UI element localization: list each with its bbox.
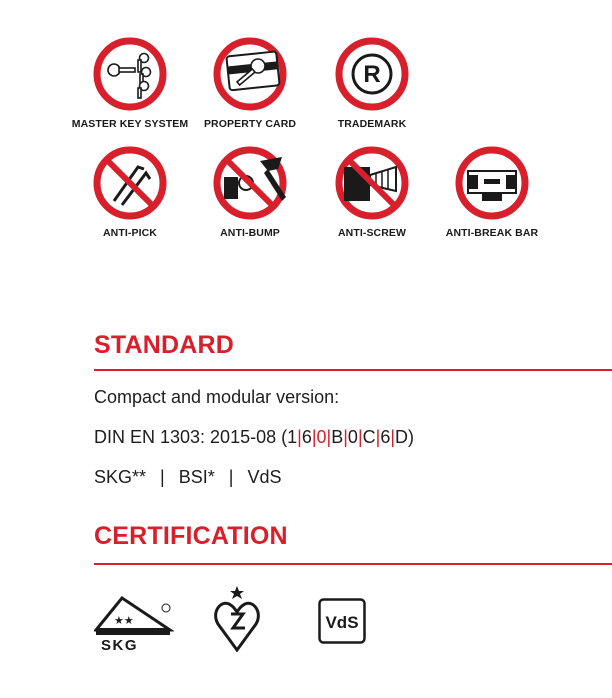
std-vds: VdS (247, 467, 282, 487)
standard-line-1: Compact and modular version: (94, 387, 340, 407)
skg-logo (94, 592, 174, 657)
trademark-icon (334, 36, 410, 112)
skg-stars: ★★ (114, 615, 134, 627)
din-code-5: C (362, 427, 376, 447)
din-suffix: ) (408, 427, 415, 447)
din-code-3: B (331, 427, 344, 447)
std-skg: SKG** (94, 467, 147, 487)
std-separator: | (160, 467, 165, 487)
feature-label: ANTI-SCREW (337, 227, 407, 239)
feature-label: PROPERTY CARD (203, 118, 297, 130)
feature-property-card (190, 36, 310, 130)
din-code-2: 0 (316, 427, 327, 447)
din-code-0: 1 (287, 427, 298, 447)
feature-label: ANTI-BREAK BAR (445, 227, 539, 239)
vds-text: VdS (325, 613, 359, 632)
standard-line-3 (94, 467, 281, 488)
trademark-letter: R (363, 61, 381, 88)
din-code-1: 6 (301, 427, 312, 447)
din-code-4: 0 (347, 427, 358, 447)
din-code-6: 6 (380, 427, 391, 447)
anti-bump-icon (212, 145, 288, 221)
feature-master-key-system (70, 36, 190, 130)
feature-anti-screw (312, 145, 432, 239)
kitemark-logo (213, 584, 269, 657)
std-separator: | (228, 467, 234, 487)
anti-pick-icon (92, 145, 168, 221)
feature-label: TRADEMARK (337, 118, 407, 130)
standard-divider (94, 369, 612, 371)
certification-divider (94, 563, 612, 565)
feature-anti-bump (190, 145, 310, 239)
master-key-icon (92, 36, 168, 112)
feature-label: MASTER KEY SYSTEM (71, 118, 189, 130)
feature-trademark (312, 36, 432, 130)
anti-screw-icon (334, 145, 410, 221)
standard-line-2: DIN EN 1303: 2015-08 (1|6|0|B|0|C|6|D) (94, 427, 415, 447)
feature-label: ANTI-BUMP (220, 227, 280, 239)
std-bsi: BSI* (178, 467, 215, 487)
feature-anti-break-bar (432, 145, 552, 239)
anti-break-bar-icon (454, 145, 530, 221)
skg-text: SKG (101, 637, 139, 652)
standard-title: STANDARD (94, 331, 235, 359)
feature-label: ANTI-PICK (103, 227, 157, 239)
feature-anti-pick (70, 145, 190, 239)
certification-title: CERTIFICATION (94, 522, 288, 550)
din-code-7: D (395, 427, 409, 447)
property-card-icon (212, 36, 288, 112)
vds-logo (318, 598, 366, 649)
din-prefix: DIN EN 1303: 2015-08 ( (94, 427, 288, 447)
